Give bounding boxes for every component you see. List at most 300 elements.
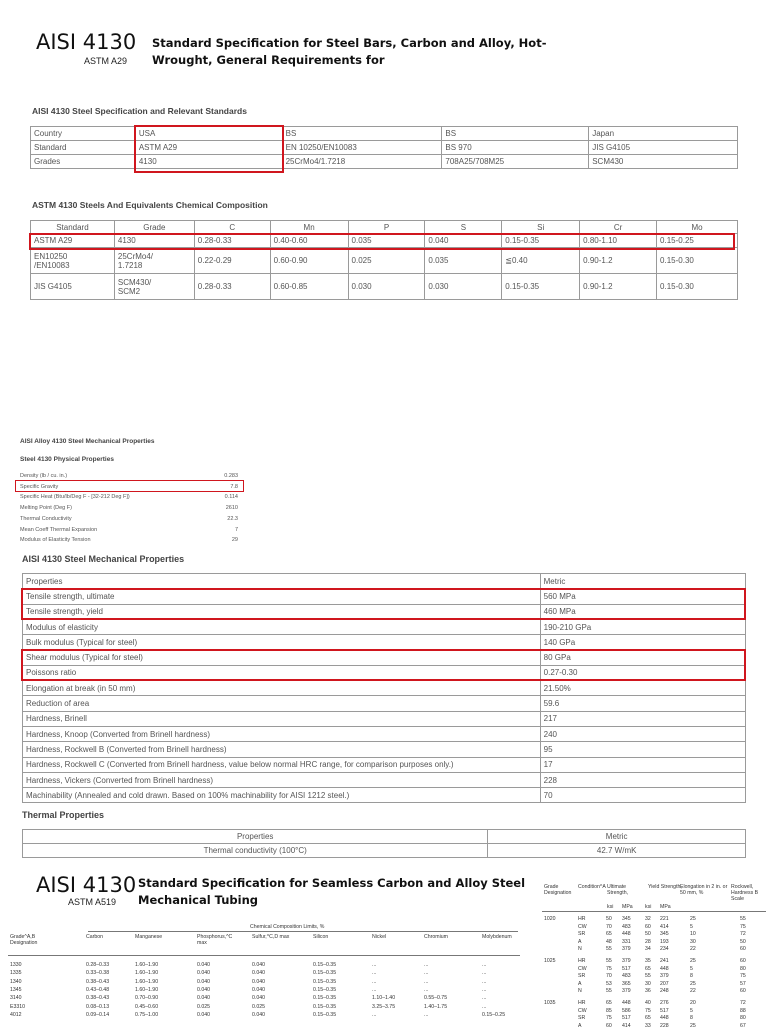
a519-chem-cell: 1.10–1.40 <box>372 995 396 1002</box>
a519-mech-cell: 60 <box>645 923 651 930</box>
composition-cell-p: 0.025 <box>348 248 425 274</box>
mechanical-property-value: 59.6 <box>540 696 745 711</box>
a519-mech-cell: 483 <box>622 973 631 980</box>
a519-mech-cell: 379 <box>622 958 631 964</box>
a519-chem-cell: 0.15–0.35 <box>313 1003 337 1010</box>
mechanical-property-name: Hardness, Rockwell C (Converted from Brinell hardness, value below normal HRC range, for comparison purposes only.) <box>23 757 541 772</box>
mechanical-property-value: 217 <box>540 711 745 726</box>
a519-chem-cell: ... <box>372 970 377 977</box>
a519-mech-cell: 85 <box>606 1007 612 1014</box>
a519-mech-cell: 55 <box>645 973 651 980</box>
standards-row <box>31 141 738 155</box>
a519-mech-header: Elongation in 2 in. or 50 mm, % <box>680 884 728 896</box>
a519-mech-grade: 1025 <box>544 958 556 964</box>
mechanical-row <box>23 788 746 803</box>
standards-title: AISI 4130 Steel Specification and Relevant Standards <box>32 106 247 116</box>
composition-cell-grade: 25CrMo4/ 1.7218 <box>114 248 194 274</box>
a519-mech-cell: SR <box>578 931 586 938</box>
composition-header-cell: Standard <box>31 221 115 234</box>
a519-chem-cell: 0.040 <box>197 970 210 977</box>
standards-cell: 25CrMo4/1.7218 <box>282 155 442 169</box>
physical-property-value: 2610 <box>225 505 238 512</box>
composition-cell-standard: EN10250 /EN10083 <box>31 248 115 274</box>
mechanical-property-value: 190-210 GPa <box>540 619 745 634</box>
mechanical-property-name: Tensile strength, ultimate <box>23 589 541 604</box>
composition-cell-grade: 4130 <box>114 234 194 248</box>
a519-chem-header: Molybdenum <box>482 934 512 940</box>
a519-chem-cell: 0.38–0.43 <box>86 995 110 1002</box>
standards-cell: SCM430 <box>589 155 738 169</box>
a519-mech-cell: HR <box>578 1000 586 1006</box>
a519-chem-cell: 4012 <box>10 1011 22 1018</box>
a519-chem-cell: 0.75–1.00 <box>135 1011 159 1018</box>
a519-mech-cell: 10 <box>690 931 696 938</box>
composition-title: ASTM 4130 Steels And Equivalents Chemical Composition <box>32 200 268 210</box>
a519-chem-cell: 0.15–0.35 <box>313 995 337 1002</box>
a519-mech-cell: 30 <box>645 980 651 987</box>
a519-chem-header-divider <box>8 955 520 956</box>
composition-cell-mn: 0.60-0.90 <box>270 248 348 274</box>
a519-mech-cell: 5 <box>690 923 693 930</box>
mechanical-property-name: Machinability (Annealed and cold drawn. Based on 100% machinability for AISI 1212 steel.) <box>23 788 541 803</box>
a519-mech-cell: 57 <box>740 980 746 987</box>
mechanical-header-row <box>23 574 746 589</box>
a519-mech-header: Rockwell, Hardness B Scale <box>731 884 759 902</box>
a519-chem-cell: 0.33–0.38 <box>86 970 110 977</box>
a519-chem-divider <box>88 931 518 932</box>
mechanical-property-name: Tensile strength, yield <box>23 604 541 619</box>
thermal-property-name: Thermal conductivity (100°C) <box>23 844 488 858</box>
standards-cell: ASTM A29 <box>135 141 282 155</box>
a519-mech-cell: 517 <box>622 965 631 972</box>
a519-chem-cell: ... <box>482 1003 487 1010</box>
a519-chem-cell: 1.60–1.90 <box>135 962 159 968</box>
composition-header-cell: Mo <box>657 221 738 234</box>
a519-mech-cell: 379 <box>622 988 631 995</box>
mechanical-row <box>23 726 746 741</box>
a519-mech-grade: 1020 <box>544 916 556 922</box>
a519-mech-cell: A <box>578 980 582 987</box>
a519-mech-header: Ultimate Strength, <box>607 884 629 896</box>
mechanical-property-name: Hardness, Knoop (Converted from Brinell hardness) <box>23 726 541 741</box>
a519-mech-cell: 448 <box>622 931 631 938</box>
a519-mech-cell: A <box>578 938 582 945</box>
a519-chem-cell: 0.45–0.60 <box>135 1003 159 1010</box>
composition-cell-c: 0.22-0.29 <box>194 248 270 274</box>
a519-mech-cell: N <box>578 946 582 953</box>
a519-mech-cell: 221 <box>660 916 669 922</box>
mechanical-row <box>23 604 746 619</box>
mechanical-property-name: Elongation at break (in 50 mm) <box>23 681 541 696</box>
a519-mech-cell: 517 <box>622 1015 631 1022</box>
a519-mech-cell: 65 <box>645 965 651 972</box>
a519-mech-cell: 345 <box>660 931 669 938</box>
mechanical-property-value: 70 <box>540 788 745 803</box>
composition-cell-si: 0.15-0.35 <box>502 274 580 300</box>
a519-mech-cell: 483 <box>622 923 631 930</box>
a519-mech-header: Grade Designation <box>544 884 572 896</box>
mechanical-property-value: 0.27-0.30 <box>540 665 745 680</box>
a519-mech-cell: 72 <box>740 1000 746 1006</box>
standards-cell: Japan <box>589 127 738 141</box>
a519-mech-cell: 234 <box>660 946 669 953</box>
physical-property-label: Melting Point (Deg F) <box>20 505 72 512</box>
a519-mech-unit: MPa <box>660 904 671 910</box>
a519-mech-cell: 60 <box>740 946 746 953</box>
composition-cell-mn: 0.60-0.85 <box>270 274 348 300</box>
a519-mech-cell: 75 <box>606 1015 612 1022</box>
a519-mech-cell: CW <box>578 1007 587 1014</box>
mechanical-property-value: 560 MPa <box>540 589 745 604</box>
mechanical-property-name: Bulk modulus (Typical for steel) <box>23 635 541 650</box>
thermal-title: Thermal Properties <box>22 810 105 820</box>
a519-chem-cell: 0.025 <box>197 1003 210 1010</box>
a519-chem-cell: ... <box>372 986 377 993</box>
thermal-header-properties: Properties <box>23 830 488 844</box>
a519-mech-cell: CW <box>578 923 587 930</box>
composition-header-cell: C <box>194 221 270 234</box>
a519-chem-cell: 0.09–0.14 <box>86 1011 110 1018</box>
a519-mech-header-divider <box>542 911 766 912</box>
a519-chem-cell: 0.28–0.33 <box>86 962 110 968</box>
composition-header-cell: Si <box>502 221 580 234</box>
composition-header-cell: Grade <box>114 221 194 234</box>
a519-mech-cell: 40 <box>645 1000 651 1006</box>
a519-chem-cell: ... <box>424 1011 429 1018</box>
a519-mech-cell: 276 <box>660 1000 669 1006</box>
thermal-table <box>22 829 746 858</box>
mechanical-row <box>23 742 746 757</box>
composition-cell-mo: 0.15-0.30 <box>657 274 738 300</box>
mechanical-property-value: 140 GPa <box>540 635 745 650</box>
mechanical-property-name: Hardness, Vickers (Converted from Brinell hardness) <box>23 772 541 787</box>
a519-chem-cell: 0.040 <box>252 986 265 993</box>
mechanical-row <box>23 772 746 787</box>
a519-mech-cell: 22 <box>690 988 696 995</box>
physical-property-label: Specific Heat (Btu/lb/Deg F - [32-212 Deg F]) <box>20 494 130 501</box>
a519-chem-cell: 0.040 <box>252 995 265 1002</box>
a519-mech-cell: 345 <box>622 916 631 922</box>
standards-row <box>31 127 738 141</box>
a519-chem-cell: 0.025 <box>252 1003 265 1010</box>
standards-cell: JIS G4105 <box>589 141 738 155</box>
a519-mech-cell: 30 <box>690 938 696 945</box>
composition-header-cell: S <box>425 221 502 234</box>
a519-mech-cell: 248 <box>660 988 669 995</box>
a519-mech-cell: 517 <box>660 1007 669 1014</box>
composition-row <box>31 248 738 274</box>
a519-chem-cell: 1.40–1.75 <box>424 1003 448 1010</box>
a519-chem-cell: 1335 <box>10 970 22 977</box>
a519-chem-cell: 0.040 <box>197 986 210 993</box>
physical-property-value: 0.114 <box>224 494 238 501</box>
a519-chem-header: Nickel <box>372 934 387 940</box>
a519-chem-cell: ... <box>424 962 429 968</box>
composition-cell-mo: 0.15-0.30 <box>657 248 738 274</box>
a519-mech-cell: A <box>578 1022 582 1029</box>
composition-cell-standard: JIS G4105 <box>31 274 115 300</box>
composition-cell-p: 0.035 <box>348 234 425 248</box>
bottom-big-title: AISI 4130 <box>36 873 137 897</box>
mechanical-row <box>23 696 746 711</box>
a519-chem-cell: ... <box>482 970 487 977</box>
a519-mech-cell: 365 <box>622 980 631 987</box>
physical-property-label: Specific Gravity <box>20 483 59 490</box>
mechanical-table <box>22 573 746 803</box>
mechanical-property-name: Hardness, Brinell <box>23 711 541 726</box>
physical-subtitle: Steel 4130 Physical Properties <box>20 456 114 463</box>
a519-mech-cell: 25 <box>690 958 696 964</box>
a519-mech-cell: 80 <box>740 1015 746 1022</box>
a519-mech-cell: 586 <box>622 1007 631 1014</box>
composition-cell-si: 0.15-0.35 <box>502 234 580 248</box>
composition-header-cell: P <box>348 221 425 234</box>
a519-mech-cell: 25 <box>690 980 696 987</box>
a519-mech-cell: 8 <box>690 1015 693 1022</box>
a519-chem-cell: 0.55–0.75 <box>424 995 448 1002</box>
a519-chem-cell: 0.040 <box>252 970 265 977</box>
composition-cell-c: 0.28-0.33 <box>194 234 270 248</box>
a519-chem-cell: 0.040 <box>252 1011 265 1018</box>
a519-chem-cell: 0.15–0.35 <box>313 1011 337 1018</box>
a519-chem-cell: ... <box>482 962 487 968</box>
a519-mech-cell: 67 <box>740 1022 746 1029</box>
physical-property-label: Modulus of Elasticity Tension <box>20 537 91 544</box>
a519-mech-cell: SR <box>578 1015 586 1022</box>
a519-mech-cell: 414 <box>660 923 669 930</box>
mechanical-row <box>23 650 746 665</box>
a519-mech-cell: 75 <box>740 923 746 930</box>
a519-chem-header: Sulfur,^C,D max <box>252 934 290 940</box>
a519-mech-cell: 193 <box>660 938 669 945</box>
a519-mech-cell: 5 <box>690 965 693 972</box>
mechanical-row <box>23 757 746 772</box>
a519-chem-cell: ... <box>372 1011 377 1018</box>
a519-mech-cell: 60 <box>740 958 746 964</box>
mechanical-property-name: Poissons ratio <box>23 665 541 680</box>
mechanical-row <box>23 681 746 696</box>
a519-chem-cell: ... <box>482 978 487 985</box>
a519-chem-cell: 0.15–0.35 <box>313 986 337 993</box>
a519-chem-header: Chromium <box>424 934 448 940</box>
a519-mech-cell: 55 <box>606 958 612 964</box>
a519-chem-cell: 1340 <box>10 978 22 985</box>
a519-chem-header: Phosphorus,^C max <box>197 934 233 946</box>
a519-mech-grade: 1035 <box>544 1000 556 1006</box>
physical-property-label: Mean Coeff Thermal Expansion <box>20 526 98 533</box>
composition-cell-s: 0.030 <box>425 274 502 300</box>
a519-mech-cell: N <box>578 988 582 995</box>
standards-cell: Grades <box>31 155 136 169</box>
top-spec-title-line2: Wrought, General Requirements for <box>152 53 385 67</box>
a519-chem-cell: 0.040 <box>252 978 265 985</box>
physical-property-value: 29 <box>231 537 238 544</box>
physical-property-label: Thermal Conductivity <box>20 515 72 522</box>
a519-mech-cell: 55 <box>740 916 746 922</box>
a519-chem-header: Manganese <box>135 934 163 940</box>
mechanical-row <box>23 619 746 634</box>
a519-chem-cell: ... <box>372 962 377 968</box>
a519-mech-cell: 75 <box>740 973 746 980</box>
a519-chem-cell: 0.15–0.35 <box>313 970 337 977</box>
standards-cell: BS 970 <box>442 141 589 155</box>
a519-chem-cell: 3140 <box>10 995 22 1002</box>
a519-mech-unit: MPa <box>622 904 633 910</box>
a519-mech-cell: 53 <box>606 980 612 987</box>
composition-cell-grade: SCM430/ SCM2 <box>114 274 194 300</box>
a519-chem-cell: ... <box>424 970 429 977</box>
a519-chem-cell: 1345 <box>10 986 22 993</box>
mechanical-property-name: Reduction of area <box>23 696 541 711</box>
standards-cell: EN 10250/EN10083 <box>282 141 442 155</box>
thermal-header-row <box>23 830 746 844</box>
physical-property-value: 22.3 <box>227 515 238 522</box>
a519-mech-header: Yield Strength, <box>648 884 682 890</box>
standards-table <box>30 126 738 169</box>
composition-cell-cr: 0.90-1.2 <box>580 248 657 274</box>
a519-mech-cell: 60 <box>740 988 746 995</box>
a519-mech-cell: 50 <box>606 916 612 922</box>
mechanical-property-value: 240 <box>540 726 745 741</box>
a519-chem-cell: 0.040 <box>252 962 265 968</box>
physical-main-title: AISI Alloy 4130 Steel Mechanical Properties <box>20 438 155 445</box>
a519-mech-cell: 379 <box>660 973 669 980</box>
a519-chem-cell: ... <box>372 978 377 985</box>
composition-cell-p: 0.030 <box>348 274 425 300</box>
standards-cell: 4130 <box>135 155 282 169</box>
a519-mech-cell: 241 <box>660 958 669 964</box>
composition-cell-s: 0.035 <box>425 248 502 274</box>
a519-mech-cell: CW <box>578 965 587 972</box>
a519-chem-cell: ... <box>424 986 429 993</box>
a519-chem-header: Carbon <box>86 934 104 940</box>
composition-cell-mo: 0.15-0.25 <box>657 234 738 248</box>
a519-mech-cell: 65 <box>606 931 612 938</box>
bottom-spec-title-line2: Mechanical Tubing <box>138 893 259 907</box>
composition-row <box>31 274 738 300</box>
a519-mech-cell: SR <box>578 973 586 980</box>
thermal-property-value: 42.7 W/mK <box>488 844 746 858</box>
a519-mech-cell: 65 <box>645 1015 651 1022</box>
composition-header-cell: Cr <box>580 221 657 234</box>
a519-mech-cell: 33 <box>645 1022 651 1029</box>
a519-chem-group-header: Chemical Composition Limits, % <box>250 924 325 930</box>
mechanical-row <box>23 711 746 726</box>
mechanical-property-value: 460 MPa <box>540 604 745 619</box>
a519-mech-cell: 75 <box>645 1007 651 1014</box>
a519-mech-cell: 28 <box>645 938 651 945</box>
a519-mech-cell: 20 <box>690 1000 696 1006</box>
a519-chem-cell: 1.60–1.90 <box>135 986 159 993</box>
a519-mech-cell: 70 <box>606 923 612 930</box>
a519-chem-header: Grade^A,B Designation <box>10 934 38 946</box>
composition-cell-si: ≦0.40 <box>502 248 580 274</box>
physical-property-label: Density (lb / cu. in.) <box>20 473 68 479</box>
top-big-title: AISI 4130 <box>36 30 137 54</box>
mechanical-property-value: 17 <box>540 757 745 772</box>
a519-chem-cell: E3310 <box>10 1003 26 1010</box>
a519-chem-cell: 0.040 <box>197 1011 210 1018</box>
a519-mech-cell: 50 <box>740 938 746 945</box>
composition-cell-cr: 0.90-1.2 <box>580 274 657 300</box>
standards-cell: Country <box>31 127 136 141</box>
mechanical-property-value: 228 <box>540 772 745 787</box>
a519-mech-cell: 25 <box>690 916 696 922</box>
standards-cell: Standard <box>31 141 136 155</box>
a519-mech-cell: 25 <box>690 1022 696 1029</box>
mechanical-property-value: 95 <box>540 742 745 757</box>
a519-chem-cell: 0.15–0.35 <box>313 962 337 968</box>
a519-chem-cell: 0.040 <box>197 995 210 1002</box>
standards-row <box>31 155 738 169</box>
a519-mech-unit: ksi <box>607 904 614 910</box>
a519-chem-cell: 0.15–0.35 <box>313 978 337 985</box>
mechanical-property-value: 21.50% <box>540 681 745 696</box>
composition-row <box>31 234 738 248</box>
a519-mech-cell: 228 <box>660 1022 669 1029</box>
a519-chem-cell: 0.70–0.90 <box>135 995 159 1002</box>
composition-header-row <box>31 221 738 234</box>
mechanical-property-value: 80 GPa <box>540 650 745 665</box>
a519-mech-cell: HR <box>578 958 586 964</box>
a519-mech-cell: 75 <box>606 965 612 972</box>
standards-cell: BS <box>282 127 442 141</box>
mechanical-row <box>23 665 746 680</box>
a519-mech-cell: 88 <box>740 1007 746 1014</box>
mechanical-row <box>23 589 746 604</box>
a519-chem-header: Silicon <box>313 934 329 940</box>
bottom-spec-title-line1: Standard Specification for Seamless Carbon and Alloy Steel <box>138 876 526 890</box>
a519-mech-cell: 72 <box>740 931 746 938</box>
a519-chem-cell: 0.040 <box>197 978 210 985</box>
composition-cell-cr: 0.80-1.10 <box>580 234 657 248</box>
a519-mech-cell: 35 <box>645 958 651 964</box>
a519-chem-cell: 0.15–0.25 <box>482 1011 506 1018</box>
a519-mech-cell: 207 <box>660 980 669 987</box>
a519-mech-cell: 60 <box>606 1022 612 1029</box>
a519-mech-cell: 448 <box>622 1000 631 1006</box>
a519-mech-cell: 80 <box>740 965 746 972</box>
a519-mech-cell: 379 <box>622 946 631 953</box>
mechanical-property-name: Hardness, Rockwell B (Converted from Brinell hardness) <box>23 742 541 757</box>
top-spec-title-line1: Standard Specification for Steel Bars, Carbon and Alloy, Hot- <box>152 36 547 50</box>
mechanical-property-name: Modulus of elasticity <box>23 619 541 634</box>
composition-cell-s: 0.040 <box>425 234 502 248</box>
a519-mech-unit: ksi <box>645 904 652 910</box>
top-spec-code: ASTM A29 <box>84 56 128 66</box>
a519-chem-cell: 0.43–0.48 <box>86 986 110 993</box>
thermal-data-row <box>23 844 746 858</box>
bottom-spec-code: ASTM A519 <box>68 897 117 907</box>
a519-mech-cell: 8 <box>690 973 693 980</box>
physical-property-value: 0.283 <box>224 473 238 479</box>
a519-chem-cell: 0.040 <box>197 962 210 968</box>
a519-mech-cell: 70 <box>606 973 612 980</box>
a519-mech-cell: 55 <box>606 946 612 953</box>
mechanical-header-properties: Properties <box>23 574 541 589</box>
a519-chem-cell: 1.60–1.90 <box>135 970 159 977</box>
a519-mech-cell: 32 <box>645 916 651 922</box>
a519-chem-cell: 0.08–0.13 <box>86 1003 110 1010</box>
a519-mech-cell: 36 <box>645 988 651 995</box>
a519-mech-cell: 5 <box>690 1007 693 1014</box>
a519-mech-cell: 414 <box>622 1022 631 1029</box>
thermal-header-metric: Metric <box>488 830 746 844</box>
a519-mech-cell: 448 <box>660 965 669 972</box>
standards-cell: 708A25/708M25 <box>442 155 589 169</box>
standards-cell: USA <box>135 127 282 141</box>
composition-header-cell: Mn <box>270 221 348 234</box>
